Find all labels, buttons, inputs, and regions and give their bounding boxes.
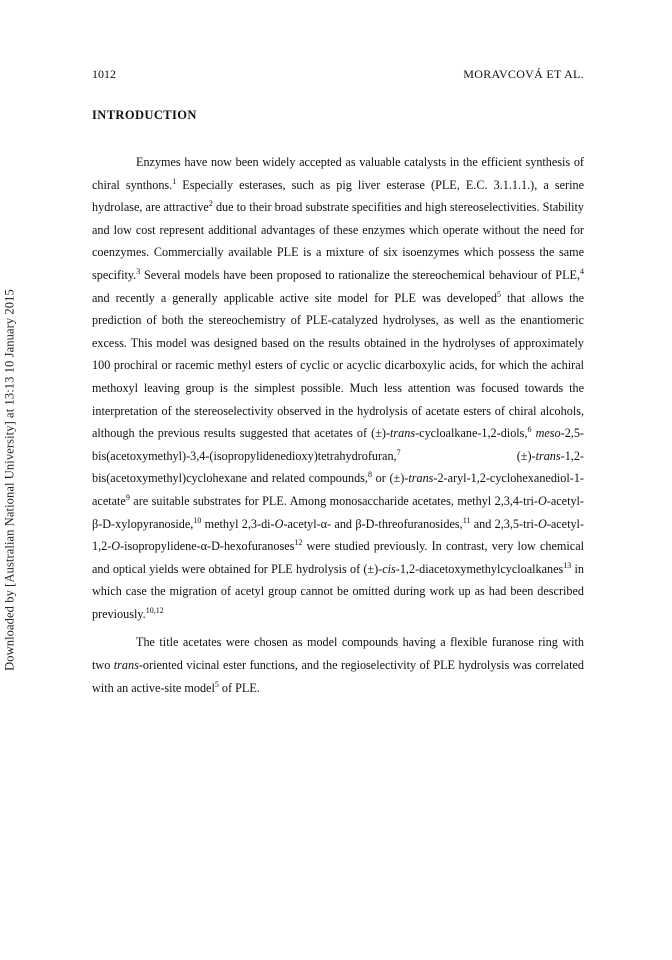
- reference-superscript: 11: [462, 515, 471, 525]
- body-text: [92, 151, 584, 699]
- text-run: and 2,3,5-tri-: [470, 516, 538, 531]
- text-run: -isopropylidene-α-D-hexofuranoses: [120, 539, 295, 554]
- paragraph-2: [92, 631, 584, 699]
- text-run: Especially esterases, such as pig liver esterase (PLE, E.C. 3.1.1.1.), a serine hydrolase, are attractive: [92, 177, 584, 215]
- reference-superscript: 3: [136, 266, 141, 276]
- text-run: in which case the migration of acetyl group cannot be omitted during work up as had been described previously.: [92, 561, 585, 621]
- text-run: Several models have been proposed to rationalize the stereochemical behaviour of PLE,: [140, 267, 580, 282]
- text-run: -acetyl-α- and β-D-threofuranosides,: [283, 516, 463, 531]
- reference-superscript: 12: [294, 538, 303, 548]
- reference-superscript: 1: [172, 176, 177, 186]
- text-run: -acetyl-β-D-xylopyranoside,: [92, 493, 584, 531]
- italic-prefix: cis: [382, 561, 396, 576]
- text-run: Enzymes have now been widely accepted as valuable catalysts in the efficient synthesis of chiral synthons.: [92, 155, 584, 192]
- reference-superscript: 5: [497, 289, 502, 299]
- download-watermark-text: Downloaded by [Australian National University] at 13:13 10 January 2015: [2, 289, 17, 671]
- italic-prefix: trans: [113, 658, 139, 673]
- text-run: methyl 2,3-di-: [201, 516, 275, 531]
- page-number: 1012: [92, 67, 116, 81]
- reference-superscript: 7: [396, 447, 401, 457]
- reference-superscript: 2: [208, 199, 213, 209]
- italic-prefix: trans: [535, 448, 561, 463]
- reference-superscript: 5: [214, 679, 219, 689]
- text-run: were studied previously. In contrast, very low chemical and optical yields were obtained for PLE hydrolysis of (±)-: [92, 539, 584, 576]
- text-run: and recently a generally applicable active site model for PLE was developed: [92, 290, 498, 305]
- text-run: -oriented vicinal ester functions, and the regioselectivity of PLE hydrolysis was correlated with an active-site model: [92, 658, 584, 695]
- reference-superscript: 13: [563, 560, 572, 570]
- italic-prefix: O: [537, 493, 547, 508]
- reference-superscript: 9: [125, 492, 130, 502]
- reference-superscript: 8: [367, 470, 372, 480]
- italic-prefix: O: [274, 516, 284, 531]
- text-run: -2,5-bis(acetoxymethyl)-3,4-(isopropylidenedioxy)tetrahydrofuran,: [92, 426, 584, 463]
- section-title: INTRODUCTION: [92, 108, 197, 122]
- text-run: -1,2-bis(acetoxymethyl)cyclohexane and related compounds,: [92, 448, 584, 486]
- text-run: -2-aryl-1,2-cyclohexanediol-1-acetate: [92, 471, 584, 508]
- running-head-authors: MORAVCOVÁ ET AL.: [463, 67, 584, 81]
- text-run: -acetyl-1,2-: [92, 516, 584, 554]
- text-run: are suitable substrates for PLE. Among monosaccharide acetates, methyl 2,3,4-tri-: [129, 493, 538, 508]
- italic-prefix: O: [537, 516, 547, 531]
- text-run: -1,2-diacetoxymethylcycloalkanes: [395, 561, 564, 576]
- text-run: -cycloalkane-1,2-diols,: [415, 426, 528, 441]
- reference-superscript: 10: [193, 515, 202, 525]
- italic-prefix: O: [111, 539, 121, 554]
- text-run: that allows the prediction of both the stereochemistry of PLE-catalyzed hydrolyses, as well as the enantiomeric excess. This model was designed based on the results obtained in the hydrolyses of approximately 100 prochiral or racemic methyl esters of cyclic or acyclic dicarboxylic acids, for which the achiral methoxyl leaving group is the simplest possible. Much less attention was focused towards the interpretation of the stereoselectivity observed in the hydrolysis of acetate esters of chiral alcohols, although the previous results suggested that acetates of (±)-: [92, 290, 585, 441]
- italic-prefix: trans: [390, 426, 416, 441]
- text-run: The title acetates were chosen as model compounds having a flexible furanose ring with two: [92, 635, 584, 673]
- reference-superscript: 10,12: [145, 605, 164, 615]
- italic-prefix: meso: [535, 426, 561, 441]
- italic-prefix: trans: [408, 471, 434, 486]
- text-run: or (±)-: [371, 471, 409, 486]
- reference-superscript: 4: [580, 266, 584, 276]
- reference-superscript: 6: [527, 425, 532, 435]
- text-run: (±)-: [400, 448, 536, 463]
- text-run: due to their broad substrate specifities and high stereoselectivities. Stability and low cost represent additional advantages of these enzymes which operate without the need for coenzymes. Commercially available PLE is a mixture of six isoenzymes which possess the same specifity.: [92, 200, 584, 282]
- text-run: of PLE.: [218, 680, 260, 695]
- paragraph-1: [92, 151, 584, 625]
